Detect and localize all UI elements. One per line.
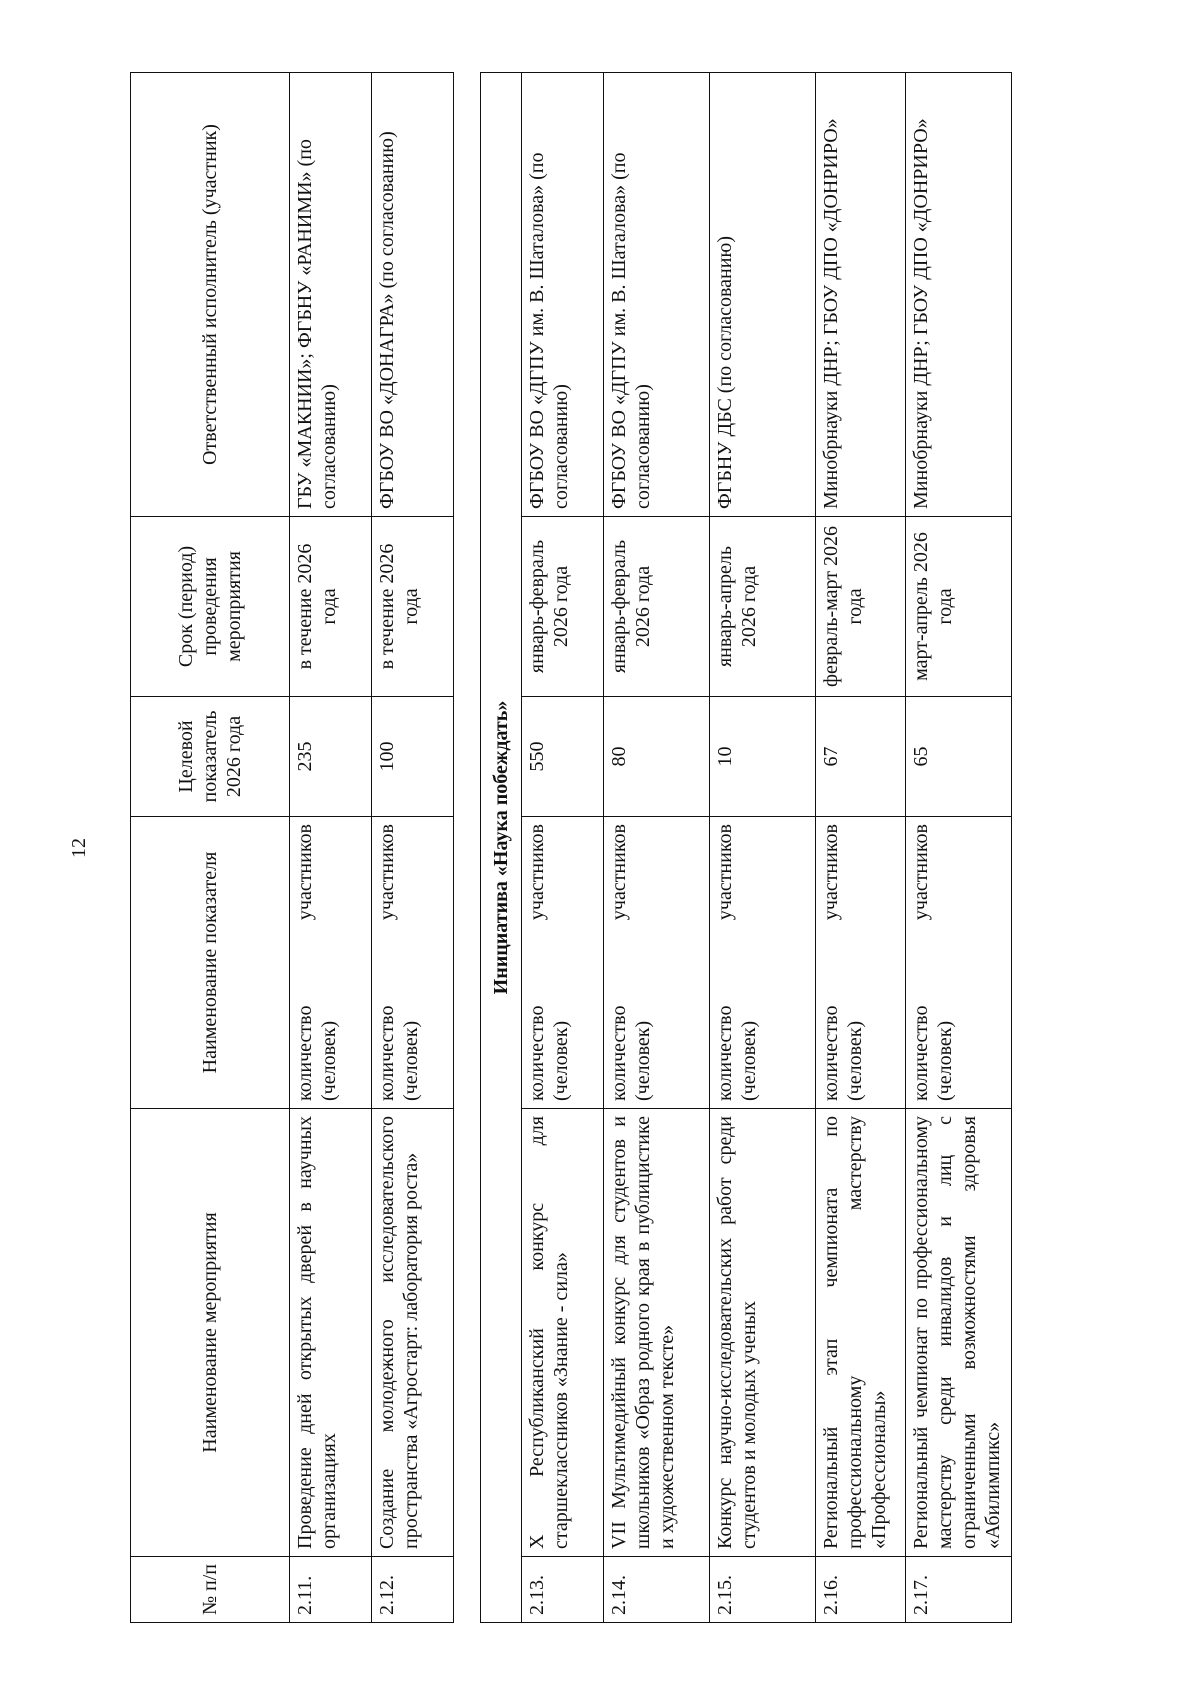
row-num: 2.14. (604, 1557, 710, 1623)
row-term: в течение 2026 года (372, 517, 454, 697)
row-num: 2.13. (522, 1557, 604, 1623)
rotated-page (130, 73, 1070, 1623)
header-num: № п/п (131, 1557, 290, 1623)
row-indicator: количество участников (человек) (604, 817, 710, 1109)
header-term: Срок (период) проведения мероприятия (131, 517, 290, 697)
row-num: 2.12. (372, 1557, 454, 1623)
row-num: 2.16. (816, 1557, 906, 1623)
row-responsible: ГБУ «МАКНИИ»; ФГБНУ «РАНИМИ» (по согласованию) (290, 73, 372, 517)
row-num: 2.15. (710, 1557, 816, 1623)
row-term: январь-апрель 2026 года (710, 517, 816, 697)
row-target: 67 (816, 697, 906, 817)
row-target: 65 (906, 697, 1012, 817)
row-term: январь-февраль 2026 года (604, 517, 710, 697)
row-responsible: ФГБОУ ВО «ДГПУ им. В. Шаталова» (по согласованию) (522, 73, 604, 517)
row-indicator: количество участников (человек) (372, 817, 454, 1109)
row-target: 235 (290, 697, 372, 817)
table-row (372, 73, 454, 1623)
row-term: февраль-март 2026 года (816, 517, 906, 697)
table-spacer (454, 73, 481, 1623)
row-target: 100 (372, 697, 454, 817)
row-indicator: количество участников (человек) (710, 817, 816, 1109)
row-name: VII Мультимедийный конкурс для студентов и школьников «Образ родного края в публицистике и художественном тексте» (604, 1109, 710, 1557)
row-name: Конкурс научно-исследовательских работ среди студентов и молодых ученых (710, 1109, 816, 1557)
header-target: Целевой показатель 2026 года (131, 697, 290, 817)
table-row (710, 73, 816, 1623)
row-name: Создание молодежного исследовательского пространства «Агростарт: лаборатория роста» (372, 1109, 454, 1557)
section-row (481, 73, 522, 1623)
row-term: январь-февраль 2026 года (522, 517, 604, 697)
row-num: 2.17. (906, 1557, 1012, 1623)
row-name: Проведение дней открытых дверей в научных организациях (290, 1109, 372, 1557)
row-indicator: количество участников (человек) (290, 817, 372, 1109)
row-term: в течение 2026 года (290, 517, 372, 697)
row-indicator: количество участников (человек) (906, 817, 1012, 1109)
row-responsible: Минобрнауки ДНР; ГБОУ ДПО «ДОНРИРО» (906, 73, 1012, 517)
header-indicator: Наименование показателя (131, 817, 290, 1109)
header-responsible: Ответственный исполнитель (участник) (131, 73, 290, 517)
table-row (906, 73, 1012, 1623)
row-responsible: ФГБНУ ДБС (по согласованию) (710, 73, 816, 517)
table-header (131, 73, 290, 1623)
row-target: 10 (710, 697, 816, 817)
table-row (816, 73, 906, 1623)
row-target: 80 (604, 697, 710, 817)
row-responsible: ФГБОУ ВО «ДОНАГРА» (по согласованию) (372, 73, 454, 517)
row-name: Региональный этап чемпионата по профессиональному мастерству «Профессионалы» (816, 1109, 906, 1557)
row-name: X Республиканский конкурс для старшеклассников «Знание - сила» (522, 1109, 604, 1557)
table-row (290, 73, 372, 1623)
table-row (522, 73, 604, 1623)
row-target: 550 (522, 697, 604, 817)
section-title: Инициатива «Наука побеждать» (481, 73, 522, 1623)
row-num: 2.11. (290, 1557, 372, 1623)
row-indicator: количество участников (человек) (816, 817, 906, 1109)
header-name: Наименование мероприятия (131, 1109, 290, 1557)
row-name: Региональный чемпионат по профессиональному мастерству среди инвалидов и лиц с ограниченными возможностями здоровья «Абилимпикс» (906, 1109, 1012, 1557)
row-responsible: ФГБОУ ВО «ДГПУ им. В. Шаталова» (по согласованию) (604, 73, 710, 517)
row-term: март-апрель 2026 года (906, 517, 1012, 697)
row-responsible: Минобрнауки ДНР; ГБОУ ДПО «ДОНРИРО» (816, 73, 906, 517)
page-number: 12 (68, 838, 90, 858)
table-row (604, 73, 710, 1623)
row-indicator: количество участников (человек) (522, 817, 604, 1109)
events-table (130, 72, 1012, 1623)
